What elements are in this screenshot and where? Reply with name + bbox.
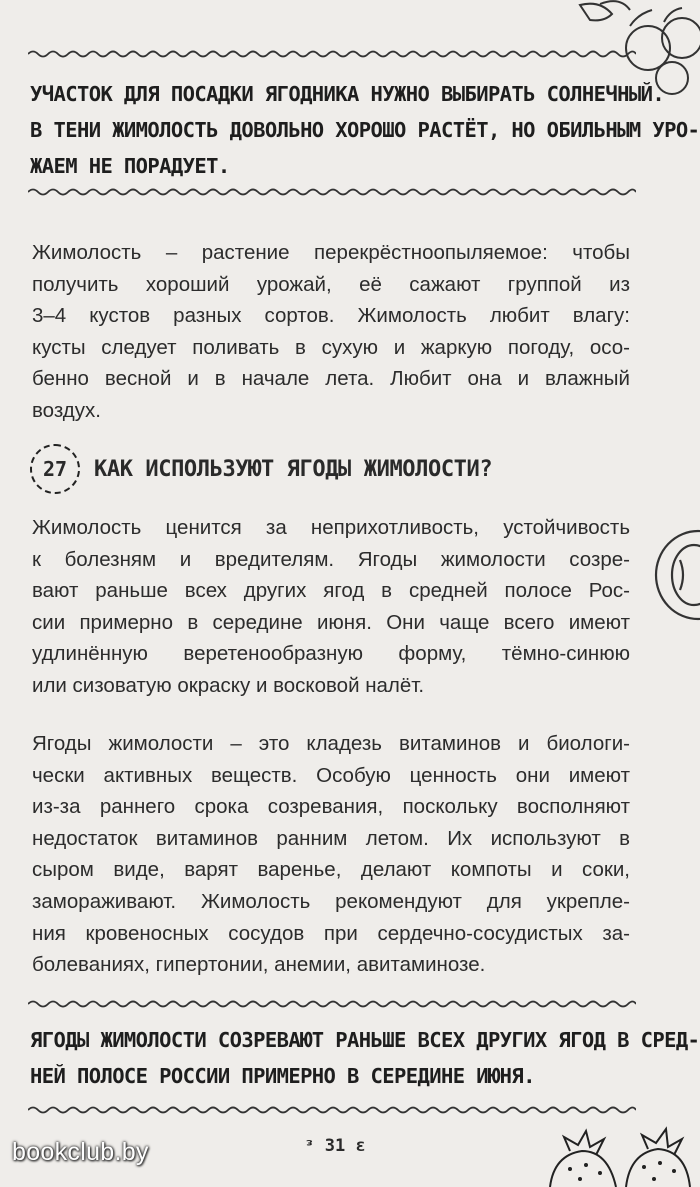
watermark: bookclub.by	[12, 1138, 149, 1166]
text-line: сии примерно в середине июня. Они чаще всего имеют	[32, 610, 630, 634]
text-line: получить хороший урожай, её сажают группой из	[32, 272, 630, 296]
page-number	[300, 1136, 370, 1156]
paragraph-ripening	[32, 512, 630, 702]
text-line: замораживают. Жимолость рекомендуют для укрепле-	[32, 889, 630, 913]
callout-line: В ТЕНИ ЖИМОЛОСТЬ ДОВОЛЬНО ХОРОШО РАСТЁТ, НО ОБИЛЬНЫМ УРО-	[30, 118, 700, 142]
text-line: Ягоды жимолости – это кладезь витаминов и биологи-	[32, 732, 630, 755]
text-line: Жимолость ценится за неприхотливость, устойчивость	[32, 516, 630, 539]
callout-line: ЖАЕМ НЕ ПОРАДУЕТ.	[30, 154, 230, 178]
page-number-left-ornament: ᵌ	[304, 1136, 325, 1156]
text-line: Жимолость – растение перекрёстноопыляемое: чтобы	[32, 241, 630, 264]
callout-line: ЯГОДЫ ЖИМОЛОСТИ СОЗРЕВАЮТ РАНЬШЕ ВСЕХ ДРУГИХ ЯГОД В СРЕД-	[30, 1028, 700, 1052]
text-line: сыром виде, варят варенье, делают компоты и соки,	[32, 858, 630, 882]
text-line: удлинённую веретенообразную форму, тёмно-синюю	[32, 642, 630, 666]
paragraph-pollination	[32, 237, 630, 427]
strawberry-sketch-icon	[530, 1125, 700, 1187]
text-line: кусты следует поливать в сухую и жаркую погоду, осо-	[32, 335, 630, 359]
paragraph-vitamins	[32, 728, 630, 981]
callout-top	[30, 76, 700, 184]
page-number-value: 31	[324, 1136, 346, 1156]
page-number-right-ornament: ε	[345, 1136, 366, 1156]
question-title: КАК ИСПОЛЬЗУЮТ ЯГОДЫ ЖИМОЛОСТИ?	[94, 456, 493, 482]
text-line: вают раньше всех других ягод в средней полосе Рос-	[32, 579, 630, 603]
callout-line: НЕЙ ПОЛОСЕ РОССИИ ПРИМЕРНО В СЕРЕДИНЕ ИЮНЯ.	[30, 1064, 535, 1088]
text-line: 3–4 кустов разных сортов. Жимолость любит влагу:	[32, 304, 630, 328]
question-number-badge: 27	[30, 444, 80, 494]
text-line: к болезням и вредителям. Ягоды жимолости созре-	[32, 547, 630, 571]
text-line: бенно весной и в начале лета. Любит она и влажный	[32, 367, 630, 391]
wavy-divider	[28, 48, 636, 60]
text-line: болеваниях, гипертонии, анемии, авитаминозе.	[32, 953, 486, 977]
callout-line: УЧАСТОК ДЛЯ ПОСАДКИ ЯГОДНИКА НУЖНО ВЫБИРАТЬ СОЛНЕЧНЫЙ.	[30, 82, 665, 106]
text-line: ния кровеносных сосудов при сердечно-сосудистых за-	[32, 921, 630, 945]
wavy-divider	[28, 186, 636, 198]
question-heading	[30, 439, 640, 499]
text-line: из-за раннего срока созревания, поскольку восполняют	[32, 795, 630, 819]
text-line: воздух.	[32, 398, 101, 422]
wavy-divider	[28, 998, 636, 1010]
text-line: чески активных веществ. Особую ценность они имеют	[32, 763, 630, 787]
berry-sketch-side-icon	[650, 520, 700, 630]
text-line: недостаток витаминов ранним летом. Их используют в	[32, 826, 630, 850]
callout-bottom	[30, 1022, 700, 1094]
wavy-divider	[28, 1104, 636, 1116]
text-line: или сизоватую окраску и восковой налёт.	[32, 673, 425, 697]
